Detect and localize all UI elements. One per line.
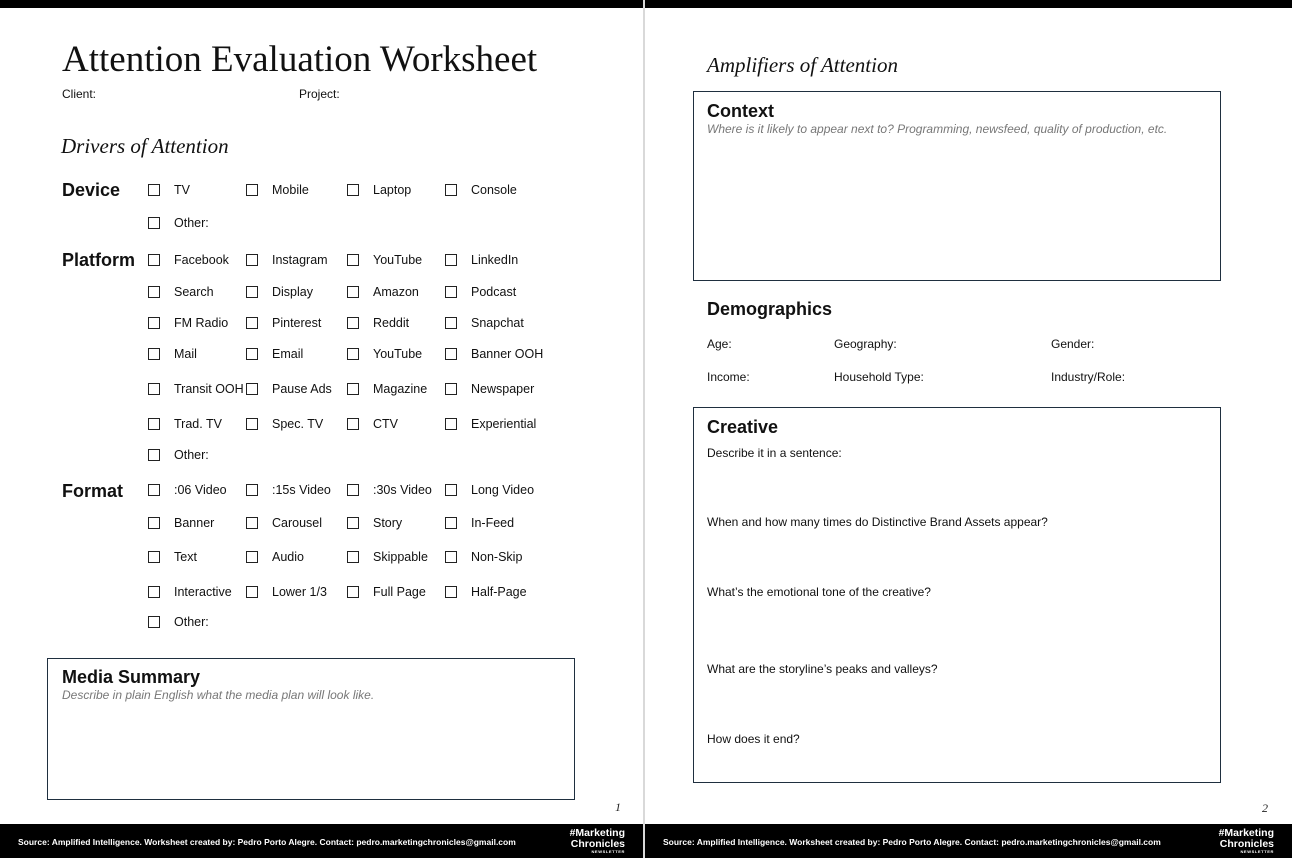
format-option-other[interactable] [148, 615, 209, 629]
option-label: Other: [174, 216, 209, 230]
format-option-text[interactable] [148, 550, 197, 564]
marketing-chronicles-logo [1219, 828, 1274, 854]
option-label: CTV [373, 417, 398, 431]
option-label: Mobile [272, 183, 309, 197]
platform-option-fm-radio[interactable] [148, 316, 228, 330]
option-label: :15s Video [272, 483, 331, 497]
top-bar [0, 0, 643, 8]
option-label: Pause Ads [272, 382, 332, 396]
option-label: Reddit [373, 316, 410, 330]
checkbox[interactable] [246, 586, 258, 598]
logo-line-2: Chronicles [570, 837, 625, 850]
client-label: Client: [62, 87, 97, 101]
option-label: FM Radio [174, 316, 229, 330]
option-label: Non-Skip [471, 550, 523, 564]
option-label: Email [272, 347, 304, 361]
checkbox[interactable] [347, 254, 359, 266]
platform-option-other[interactable] [148, 448, 209, 462]
checkbox[interactable] [148, 184, 160, 196]
household-type-field[interactable]: Household Type: [834, 370, 924, 384]
option-label: Magazine [373, 382, 428, 396]
option-label: Carousel [272, 516, 323, 530]
option-label: :30s Video [373, 483, 432, 497]
checkbox[interactable] [148, 517, 160, 529]
checkbox[interactable] [445, 517, 457, 529]
checkbox[interactable] [445, 418, 457, 430]
option-label: Trad. TV [174, 417, 222, 431]
checkbox[interactable] [246, 484, 258, 496]
platform-option-youtube[interactable] [347, 253, 422, 267]
option-label: Newspaper [471, 382, 535, 396]
platform-option-podcast[interactable] [445, 285, 516, 299]
platform-option-pinterest[interactable] [246, 316, 321, 330]
checkbox[interactable] [445, 348, 457, 360]
platform-label: Platform [62, 250, 136, 270]
platform-option-trad-tv[interactable] [148, 417, 222, 431]
checkbox[interactable] [148, 348, 160, 360]
checkbox[interactable] [445, 184, 457, 196]
format-option-lower-third[interactable] [246, 585, 327, 599]
option-label: LinkedIn [471, 253, 519, 267]
device-option-console[interactable] [445, 183, 517, 197]
format-option-non-skip[interactable] [445, 550, 522, 564]
demographics-title: Demographics [707, 299, 833, 319]
option-label: Facebook [174, 253, 229, 267]
option-label: Banner [174, 516, 215, 530]
checkbox[interactable] [148, 383, 160, 395]
checkbox[interactable] [347, 383, 359, 395]
project-label: Project: [299, 87, 340, 101]
platform-option-mail[interactable] [148, 347, 197, 361]
page-title: Attention Evaluation Worksheet [62, 39, 538, 80]
checkbox[interactable] [445, 317, 457, 329]
checkbox[interactable] [148, 418, 160, 430]
device-option-laptop[interactable] [347, 183, 411, 197]
checkbox[interactable] [246, 254, 258, 266]
checkbox[interactable] [347, 484, 359, 496]
option-label: Half-Page [471, 585, 527, 599]
checkbox[interactable] [246, 184, 258, 196]
option-label: Pinterest [272, 316, 322, 330]
top-bar [645, 0, 1292, 8]
platform-option-facebook[interactable] [148, 253, 229, 267]
option-label: TV [174, 183, 190, 197]
context-hint: Where is it likely to appear next to? Programming, newsfeed, quality of production, etc. [707, 122, 1168, 136]
checkbox[interactable] [445, 551, 457, 563]
option-label: Other: [174, 448, 209, 462]
option-label: In-Feed [471, 516, 515, 530]
footer [645, 824, 1292, 858]
option-label: Lower 1/3 [272, 585, 327, 599]
platform-option-ctv[interactable] [347, 417, 398, 431]
platform-option-pause-ads[interactable] [246, 382, 332, 396]
format-label: Format [62, 481, 124, 501]
option-label: Instagram [272, 253, 328, 267]
format-option-skippable[interactable] [347, 550, 428, 564]
checkbox[interactable] [148, 254, 160, 266]
footer [0, 824, 643, 858]
format-option-long-video[interactable] [445, 483, 534, 497]
amplifiers-heading: Amplifiers of Attention [707, 53, 898, 77]
platform-option-snapchat[interactable] [445, 316, 524, 330]
checkbox[interactable] [347, 586, 359, 598]
format-option-in-feed[interactable] [445, 516, 514, 530]
page-number: 2 [1262, 801, 1268, 815]
option-label: YouTube [373, 253, 423, 267]
checkbox[interactable] [246, 317, 258, 329]
platform-option-email[interactable] [246, 347, 303, 361]
logo-line-3: NEWSLETTER [1240, 849, 1274, 854]
option-label: Snapchat [471, 316, 524, 330]
format-option-banner[interactable] [148, 516, 214, 530]
marketing-chronicles-logo [570, 828, 625, 854]
device-option-tv[interactable] [148, 183, 190, 197]
platform-option-display[interactable] [246, 285, 313, 299]
logo-line-3: NEWSLETTER [591, 849, 625, 854]
option-label: Interactive [174, 585, 232, 599]
checkbox[interactable] [347, 184, 359, 196]
platform-option-search[interactable] [148, 285, 214, 299]
footer-source: Source: Amplified Intelligence. Worksheet created by: Pedro Porto Alegre. Contact: pedro.marketingchronicles@gmail.com [18, 837, 516, 847]
format-option-full-page[interactable] [347, 585, 426, 599]
checkbox[interactable] [148, 286, 160, 298]
option-label: :06 Video [174, 483, 227, 497]
geography-field[interactable]: Geography: [834, 337, 897, 351]
option-label: Experiential [471, 417, 537, 431]
checkbox[interactable] [246, 418, 258, 430]
format-option-half-page[interactable] [445, 585, 527, 599]
platform-option-banner-ooh[interactable] [445, 347, 543, 361]
option-label: Display [272, 285, 313, 299]
option-label: Banner OOH [471, 347, 544, 361]
checkbox[interactable] [148, 317, 160, 329]
option-label: Skippable [373, 550, 428, 564]
checkbox[interactable] [246, 348, 258, 360]
checkbox[interactable] [445, 484, 457, 496]
option-label: Text [174, 550, 197, 564]
platform-option-youtube-2[interactable] [347, 347, 422, 361]
platform-option-amazon[interactable] [347, 285, 419, 299]
checkbox[interactable] [347, 348, 359, 360]
option-label: Story [373, 516, 403, 530]
platform-option-linkedin[interactable] [445, 253, 518, 267]
option-label: Console [471, 183, 517, 197]
checkbox[interactable] [148, 449, 160, 461]
option-label: Audio [272, 550, 304, 564]
checkbox[interactable] [347, 286, 359, 298]
checkbox[interactable] [347, 317, 359, 329]
checkbox[interactable] [148, 586, 160, 598]
logo-line-2: Chronicles [1219, 837, 1274, 850]
footer-source: Source: Amplified Intelligence. Worksheet created by: Pedro Porto Alegre. Contact: pedro.marketingchronicles@gmail.com [663, 837, 1161, 847]
context-title: Context [707, 101, 774, 121]
industry-role-field[interactable]: Industry/Role: [1051, 370, 1126, 384]
checkbox[interactable] [148, 551, 160, 563]
device-option-mobile[interactable] [246, 183, 309, 197]
creative-question-4: What are the storyline’s peaks and valleys? [707, 662, 938, 676]
format-option-audio[interactable] [246, 550, 304, 564]
option-label: Long Video [471, 483, 535, 497]
device-option-other[interactable] [148, 216, 209, 230]
checkbox[interactable] [246, 383, 258, 395]
logo-line-1: #Marketing [1218, 827, 1274, 839]
checkbox[interactable] [148, 217, 160, 229]
media-summary-title: Media Summary [62, 667, 201, 687]
checkbox[interactable] [347, 551, 359, 563]
platform-option-newspaper[interactable] [445, 382, 534, 396]
platform-option-magazine[interactable] [347, 382, 427, 396]
option-label: Full Page [373, 585, 426, 599]
creative-question-1: Describe it in a sentence: [707, 446, 842, 460]
option-label: Podcast [471, 285, 517, 299]
age-field[interactable]: Age: [707, 337, 732, 351]
checkbox[interactable] [246, 517, 258, 529]
worksheet-page-1 [0, 0, 643, 858]
platform-option-reddit[interactable] [347, 316, 409, 330]
checkbox[interactable] [148, 484, 160, 496]
drivers-heading: Drivers of Attention [61, 134, 229, 158]
checkbox[interactable] [445, 286, 457, 298]
checkbox[interactable] [148, 616, 160, 628]
format-option-interactive[interactable] [148, 585, 232, 599]
checkbox[interactable] [347, 517, 359, 529]
checkbox[interactable] [246, 551, 258, 563]
gender-field[interactable]: Gender: [1051, 337, 1095, 351]
device-label: Device [62, 180, 121, 200]
format-option-30s-video[interactable] [347, 483, 432, 497]
income-field[interactable]: Income: [707, 370, 750, 384]
platform-option-experiential[interactable] [445, 417, 536, 431]
option-label: Transit OOH [174, 382, 244, 396]
media-summary-hint: Describe in plain English what the media plan will look like. [62, 688, 375, 702]
format-option-story[interactable] [347, 516, 402, 530]
creative-question-2: When and how many times do Distinctive Brand Assets appear? [707, 515, 1048, 529]
option-label: Laptop [373, 183, 412, 197]
checkbox[interactable] [445, 254, 457, 266]
format-option-15s-video[interactable] [246, 483, 331, 497]
logo-line-1: #Marketing [569, 827, 625, 839]
platform-option-transit-ooh[interactable] [148, 382, 244, 396]
checkbox[interactable] [445, 586, 457, 598]
format-option-06-video[interactable] [148, 483, 227, 497]
checkbox[interactable] [445, 383, 457, 395]
creative-title: Creative [707, 417, 779, 437]
option-label: Mail [174, 347, 197, 361]
format-option-carousel[interactable] [246, 516, 322, 530]
option-label: Spec. TV [272, 417, 324, 431]
option-label: Search [174, 285, 214, 299]
option-label: Amazon [373, 285, 419, 299]
checkbox[interactable] [347, 418, 359, 430]
platform-option-instagram[interactable] [246, 253, 328, 267]
platform-option-spec-tv[interactable] [246, 417, 323, 431]
page-number: 1 [615, 800, 621, 814]
creative-question-5: How does it end? [707, 732, 800, 746]
worksheet-page-2 [645, 0, 1292, 858]
option-label: Other: [174, 615, 209, 629]
option-label: YouTube [373, 347, 423, 361]
creative-question-3: What’s the emotional tone of the creative? [707, 585, 931, 599]
checkbox[interactable] [246, 286, 258, 298]
